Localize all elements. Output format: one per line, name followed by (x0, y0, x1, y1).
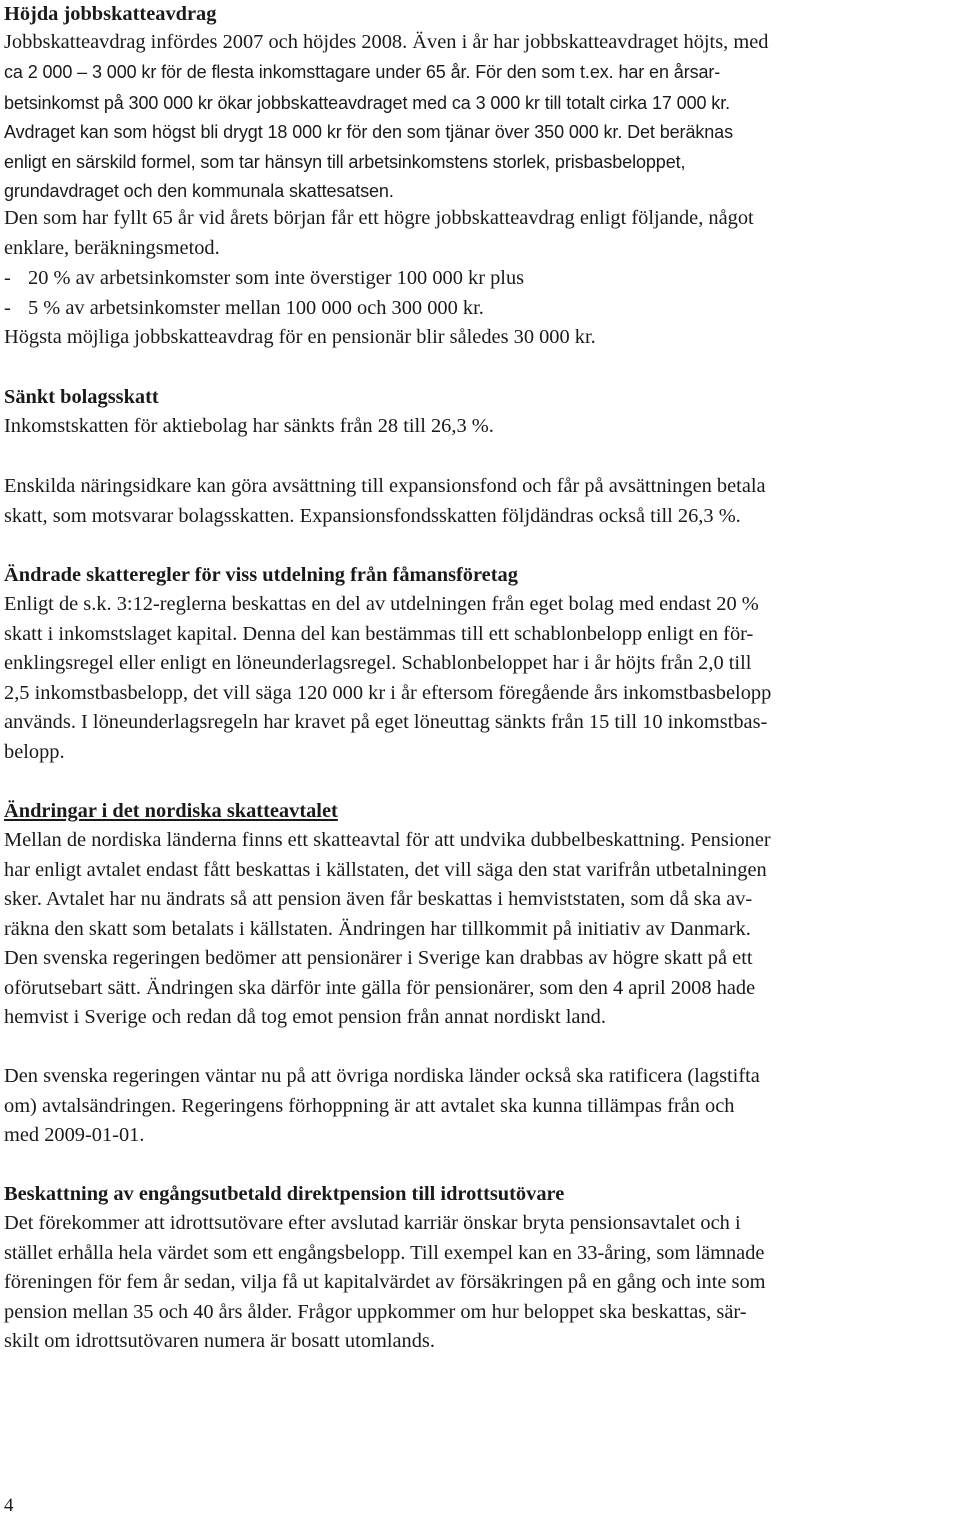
paragraph-line: Den svenska regeringen väntar nu på att övriga nordiska länder också ska ratificera (lagstifta (4, 1065, 760, 1087)
paragraph-line: räkna den skatt som betalats i källstaten. Ändringen har tillkommit på initiativ av Danmark. (4, 918, 751, 940)
list-item-text: 20 % av arbetsinkomster som inte överstiger 100 000 kr plus (28, 267, 525, 289)
paragraph-line: Mellan de nordiska länderna finns ett skatteavtal för att undvika dubbelbeskattning. Pensioner (4, 829, 771, 851)
paragraph-line: betsinkomst på 300 000 kr ökar jobbskatteavdraget med ca 3 000 kr till totalt cirka 17 000 kr. (4, 93, 730, 113)
paragraph-line: Enskilda näringsidkare kan göra avsättning till expansionsfond och får på avsättningen betala (4, 475, 766, 497)
paragraph-line: Det förekommer att idrottsutövare efter avslutad karriär önskar bryta pensionsavtalet och i (4, 1212, 741, 1234)
paragraph-line: Enligt de s.k. 3:12-reglerna beskattas en del av utdelningen från eget bolag med endast 20 % (4, 593, 759, 615)
list-item (4, 266, 524, 290)
list-item-text: 5 % av arbetsinkomster mellan 100 000 och 300 000 kr. (28, 297, 484, 319)
paragraph-line: ca 2 000 – 3 000 kr för de flesta inkomsttagare under 65 år. För den som t.ex. har en årsar- (4, 62, 721, 82)
paragraph-line: Den som har fyllt 65 år vid årets början får ett högre jobbskatteavdrag enligt följande, något (4, 207, 754, 229)
heading-nordiska-skatteavtalet: Ändringar i det nordiska skatteavtalet (4, 800, 338, 822)
heading-hojda-jobbskatteavdrag: Höjda jobbskatteavdrag (4, 3, 217, 25)
paragraph-line: oförutsebart sätt. Ändringen ska därför inte gälla för pensionärer, som den 4 april 2008 hade (4, 977, 756, 999)
list-marker: - (4, 297, 11, 319)
paragraph-line: om) avtalsändringen. Regeringens förhoppning är att avtalet ska kunna tillämpas från och (4, 1095, 735, 1117)
paragraph-line: belopp. (4, 741, 65, 763)
paragraph-line: Högsta möjliga jobbskatteavdrag för en pensionär blir således 30 000 kr. (4, 326, 596, 348)
heading-sankt-bolagsskatt: Sänkt bolagsskatt (4, 386, 159, 408)
paragraph-line: Avdraget kan som högst bli drygt 18 000 kr för den som tjänar över 350 000 kr. Det beräknas (4, 122, 733, 142)
list-marker: - (4, 267, 11, 289)
paragraph-line: har enligt avtalet endast fått beskattas i källstaten, det vill säga den stat varifrån utbetalningen (4, 859, 767, 881)
page-number: 4 (4, 1495, 14, 1516)
paragraph-line: enklingsregel eller enligt en löneunderlagsregel. Schablonbeloppet har i år höjts från 2,0 till (4, 652, 752, 674)
list-item (4, 296, 484, 320)
paragraph-line: med 2009-01-01. (4, 1124, 145, 1146)
paragraph-line: sker. Avtalet har nu ändrats så att pension även får beskattas i hemviststaten, som då ska av- (4, 888, 753, 910)
paragraph-line: Jobbskatteavdrag infördes 2007 och höjdes 2008. Även i år har jobbskatteavdraget höjts, med (4, 31, 769, 53)
paragraph-line: hemvist i Sverige och redan då tog emot pension från annat nordiskt land. (4, 1006, 606, 1028)
paragraph-line: enligt en särskild formel, som tar hänsyn till arbetsinkomstens storlek, prisbasbeloppet, (4, 152, 686, 172)
paragraph-line: föreningen för fem år sedan, vilja få ut kapitalvärdet av försäkringen på en gång och inte som (4, 1271, 766, 1293)
paragraph-line: 2,5 inkomstbasbelopp, det vill säga 120 000 kr i år eftersom föregående års inkomstbasbelopp (4, 682, 772, 704)
paragraph-line: enklare, beräkningsmetod. (4, 237, 220, 259)
paragraph-line: skatt i inkomstslaget kapital. Denna del kan bestämmas till ett schablonbelopp enligt en för- (4, 623, 754, 645)
paragraph-line: skatt, som motsvarar bolagsskatten. Expansionsfondsskatten följdändras också till 26,3 %. (4, 505, 741, 527)
paragraph-line: pension mellan 35 och 40 års ålder. Frågor uppkommer om hur beloppet ska beskattas, sär- (4, 1301, 747, 1323)
paragraph-line: grundavdraget och den kommunala skattesatsen. (4, 181, 394, 201)
heading-beskattning-direktpension: Beskattning av engångsutbetald direktpension till idrottsutövare (4, 1183, 565, 1205)
paragraph-line: används. I löneunderlagsregeln har kravet på eget löneuttag sänkts från 15 till 10 inkomstbas- (4, 711, 768, 733)
paragraph-line: Den svenska regeringen bedömer att pensionärer i Sverige kan drabbas av högre skatt på ett (4, 947, 753, 969)
heading-andrade-skatteregler: Ändrade skatteregler för viss utdelning från fåmansföretag (4, 564, 518, 586)
paragraph-line: skilt om idrottsutövaren numera är bosatt utomlands. (4, 1330, 435, 1352)
paragraph-line: Inkomstskatten för aktiebolag har sänkts från 28 till 26,3 %. (4, 415, 494, 437)
paragraph-line: stället erhålla hela värdet som ett engångsbelopp. Till exempel kan en 33-åring, som lämnade (4, 1242, 765, 1264)
